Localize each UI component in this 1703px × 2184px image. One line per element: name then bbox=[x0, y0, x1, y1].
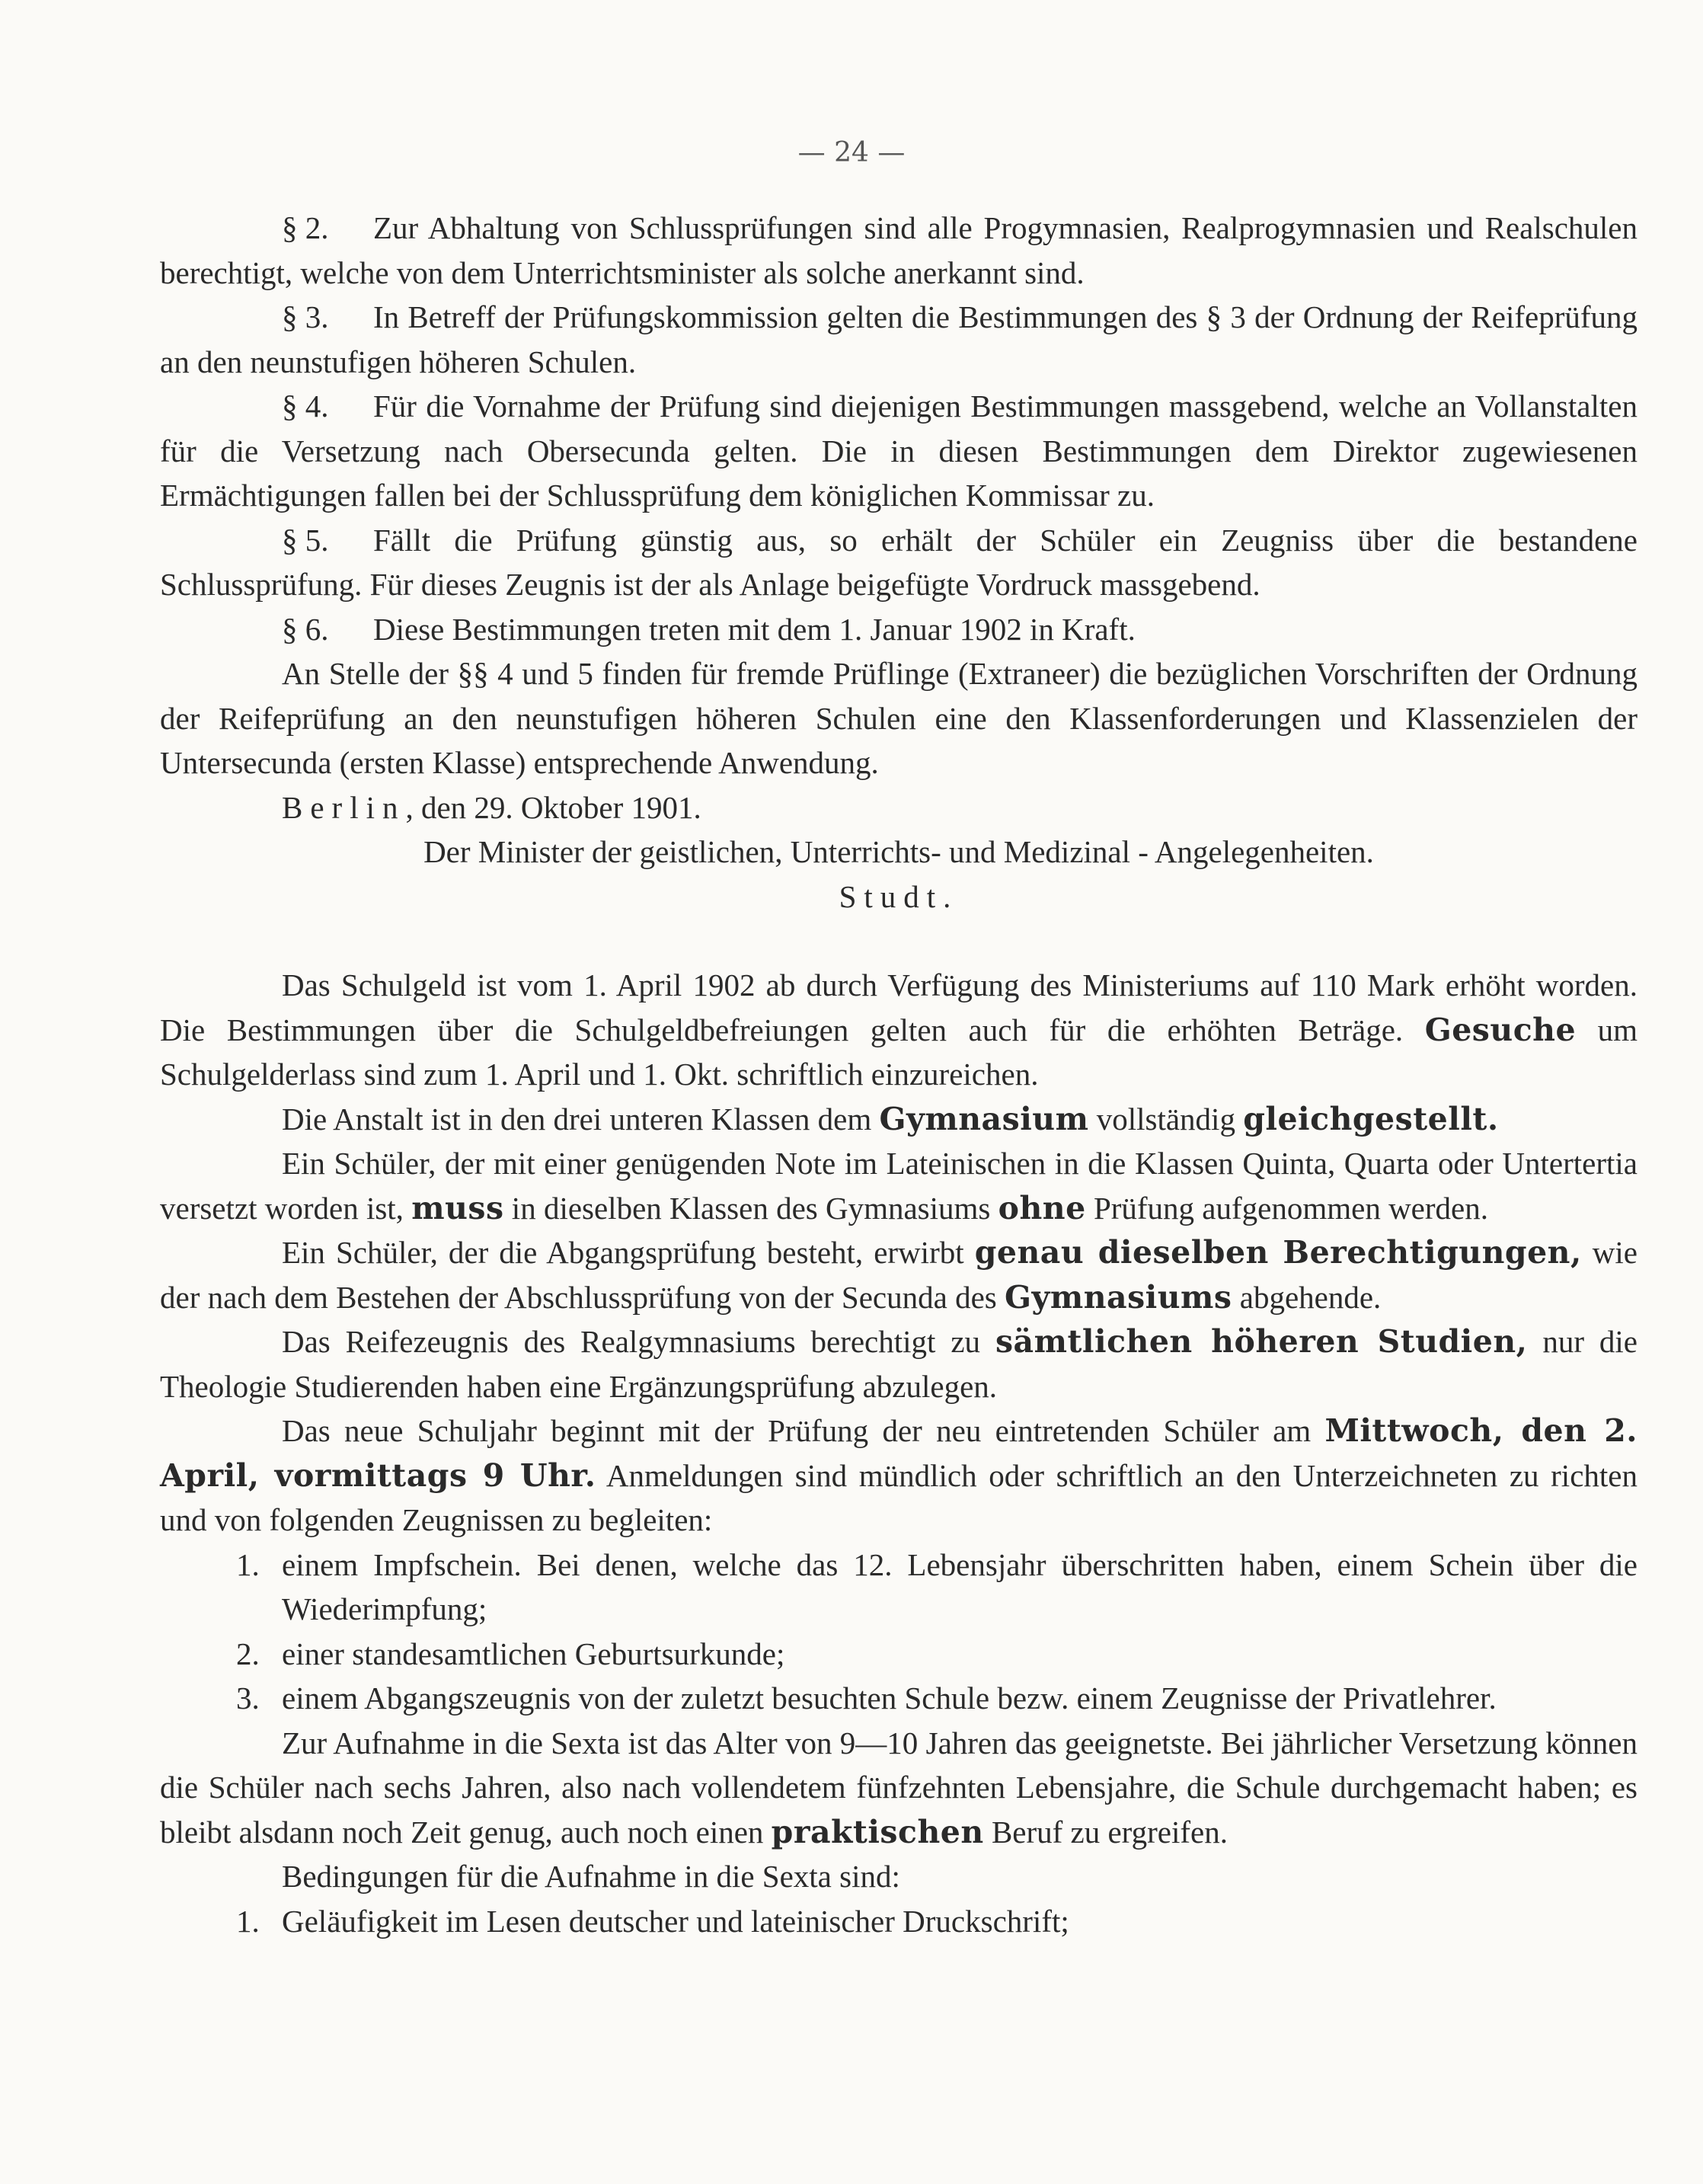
bold-run: praktischen bbox=[771, 1813, 984, 1850]
list-text: einer standesamtlichen Geburtsurkunde; bbox=[282, 1636, 785, 1671]
section-text: In Betreff der Prüfungskommission gelten die Bestimmungen des § 3 der Ordnung der Reifeprüfung an den neunstufigen höheren Schulen. bbox=[160, 299, 1638, 379]
page-number: — 24 — bbox=[797, 137, 906, 168]
bold-run: gleichgestellt. bbox=[1243, 1100, 1499, 1137]
signature-office: Der Minister der geistlichen, Unterrichts- und Medizinal - Angelegenheiten. bbox=[423, 834, 1374, 869]
list-text: Geläufigkeit im Lesen deutscher und lateinischer Druckschrift; bbox=[282, 1903, 1069, 1939]
bold-run: genau dieselben Berechtigungen, bbox=[974, 1234, 1582, 1271]
bold-run: sämtlichen höheren Studien, bbox=[995, 1323, 1528, 1360]
paragraph-4 bbox=[160, 384, 1638, 518]
signature-place: Berlin bbox=[282, 789, 406, 825]
paragraph-6 bbox=[160, 607, 1638, 652]
text-run: Anmeldungen sind mündlich oder schriftlich an den Unterzeichneten zu richten und von folgenden Zeugnissen zu begleiten: bbox=[160, 1457, 1638, 1537]
section-number: § 6. bbox=[282, 611, 329, 647]
section-number: § 4. bbox=[282, 389, 329, 424]
list-number: 3. bbox=[236, 1680, 260, 1716]
list-text: einem Impfschein. Bei denen, welche das 12. Lebensjahr überschritten haben, einem Schein über die Wiederimpfung; bbox=[282, 1546, 1638, 1626]
section-number: § 5. bbox=[282, 522, 329, 558]
text-run: Ein Schüler, der die Abgangsprüfung besteht, erwirbt bbox=[282, 1235, 975, 1270]
text-run: um Schulgelderlass sind zum 1. April und 1. Okt. schriftlich einzureichen. bbox=[160, 1012, 1638, 1092]
list-item bbox=[160, 1543, 1638, 1632]
paragraph-2 bbox=[160, 206, 1638, 295]
bold-run: Gymnasium bbox=[879, 1100, 1089, 1137]
text-run: abgehende. bbox=[1232, 1279, 1382, 1315]
text-run: Das neue Schuljahr beginnt mit der Prüfung der neu eintretenden Schüler am bbox=[282, 1413, 1325, 1448]
section-text: Zur Abhaltung von Schlussprüfungen sind alle Progymnasien, Realprogymnasien und Realschulen berechtigt, welche von dem Unterrichtsminister als solche anerkannt sind. bbox=[160, 210, 1638, 290]
quinta-paragraph bbox=[160, 1141, 1638, 1230]
text-run: Ein Schüler, der mit einer genügenden Note im Lateinischen in die Klassen Quinta, Quarta oder Untertertia versetzt worden ist, bbox=[160, 1146, 1638, 1226]
bold-run: ohne bbox=[998, 1189, 1086, 1226]
signature-name: Studt. bbox=[839, 878, 959, 914]
section-number: § 3. bbox=[282, 299, 329, 334]
list-item bbox=[160, 1676, 1638, 1721]
text-run: Das Reifezeugnis des Realgymnasiums berechtigt zu bbox=[282, 1324, 995, 1359]
text-run: in dieselben Klassen des Gymnasiums bbox=[503, 1190, 998, 1226]
section-number: § 2. bbox=[282, 210, 329, 245]
list-number: 2. bbox=[236, 1636, 260, 1671]
paragraph-3 bbox=[160, 295, 1638, 384]
list-item bbox=[160, 1632, 1638, 1677]
abgang-paragraph bbox=[160, 1230, 1638, 1319]
gleichgestellt-paragraph bbox=[160, 1097, 1638, 1142]
paragraph-5 bbox=[160, 518, 1638, 607]
schulgeld-paragraph bbox=[160, 963, 1638, 1097]
section-text: Für die Vornahme der Prüfung sind diejenigen Bestimmungen massgebend, welche an Vollanstalten für die Versetzung nach Obersecunda gelten. Die in diesen Bestimmungen dem Direktor zugewiesenen Ermächtigungen fallen bei der Schlussprüfung dem königlichen Kommissar zu. bbox=[160, 389, 1638, 513]
list-item bbox=[160, 1899, 1638, 1944]
text-run: Die Anstalt ist in den drei unteren Klassen dem bbox=[282, 1101, 880, 1137]
text-run: vollständig bbox=[1088, 1101, 1244, 1137]
section-gap bbox=[160, 919, 1638, 963]
list-text: einem Abgangszeugnis von der zuletzt besuchten Schule bezw. einem Zeugnisse der Privatlehrer. bbox=[282, 1680, 1497, 1716]
bold-run: muss bbox=[411, 1189, 504, 1226]
bedingungen-heading: Bedingungen für die Aufnahme in die Sexta sind: bbox=[282, 1859, 900, 1894]
text-run: wie der nach dem Bestehen der Abschlussprüfung von der Secunda des bbox=[160, 1235, 1638, 1315]
signature-date bbox=[160, 785, 1638, 830]
schuljahr-paragraph bbox=[160, 1409, 1638, 1543]
list-number: 1. bbox=[236, 1546, 260, 1582]
extraneer-paragraph: An Stelle der §§ 4 und 5 finden für fremde Prüflinge (Extraneer) die bezüglichen Vorschriften der Ordnung der Reifeprüfung an den neunstufigen höheren Schulen eine den Klassenforderungen und Klassenzielen der Untersecunda (ersten Klasse) entsprechende Anwendung. bbox=[160, 656, 1638, 780]
sexta-alter-paragraph bbox=[160, 1721, 1638, 1855]
text-run: Beruf zu ergreifen. bbox=[983, 1814, 1228, 1850]
signature-date-text: , den 29. Oktober 1901. bbox=[405, 789, 701, 825]
section-text: Diese Bestimmungen treten mit dem 1. Januar 1902 in Kraft. bbox=[373, 611, 1136, 647]
reifezeugnis-paragraph bbox=[160, 1319, 1638, 1409]
text-run: Prüfung aufgenommen werden. bbox=[1085, 1190, 1488, 1226]
page-body bbox=[160, 206, 1638, 1943]
bold-run: Mittwoch, den 2. April, vormittags 9 Uhr. bbox=[160, 1412, 1638, 1494]
bold-run: Gymnasiums bbox=[1004, 1278, 1232, 1316]
list-number: 1. bbox=[236, 1903, 260, 1939]
bold-run: Gesuche bbox=[1424, 1011, 1577, 1048]
text-run: Zur Aufnahme in die Sexta ist das Alter von 9—10 Jahren das geeignetste. Bei jährlicher Versetzung können die Schüler nach sechs Jahren, also nach vollendetem fünfzehnten Lebensjahre, die Schule durchgemacht haben; es bleibt alsdann noch Zeit genug, auch noch einen bbox=[160, 1725, 1638, 1850]
section-text: Fällt die Prüfung günstig aus, so erhält der Schüler ein Zeugniss über die bestandene Schlussprüfung. Für dieses Zeugnis ist der als Anlage beigefügte Vordruck massgebend. bbox=[160, 522, 1638, 602]
text-run: Das Schulgeld ist vom 1. April 1902 ab durch Verfügung des Ministeriums auf 110 Mark erhöht worden. Die Bestimmungen über die Schulgeldbefreiungen gelten auch für die erhöhten Beträge. bbox=[160, 967, 1638, 1047]
text-run: nur die Theologie Studierenden haben eine Ergänzungsprüfung abzulegen. bbox=[160, 1324, 1638, 1404]
